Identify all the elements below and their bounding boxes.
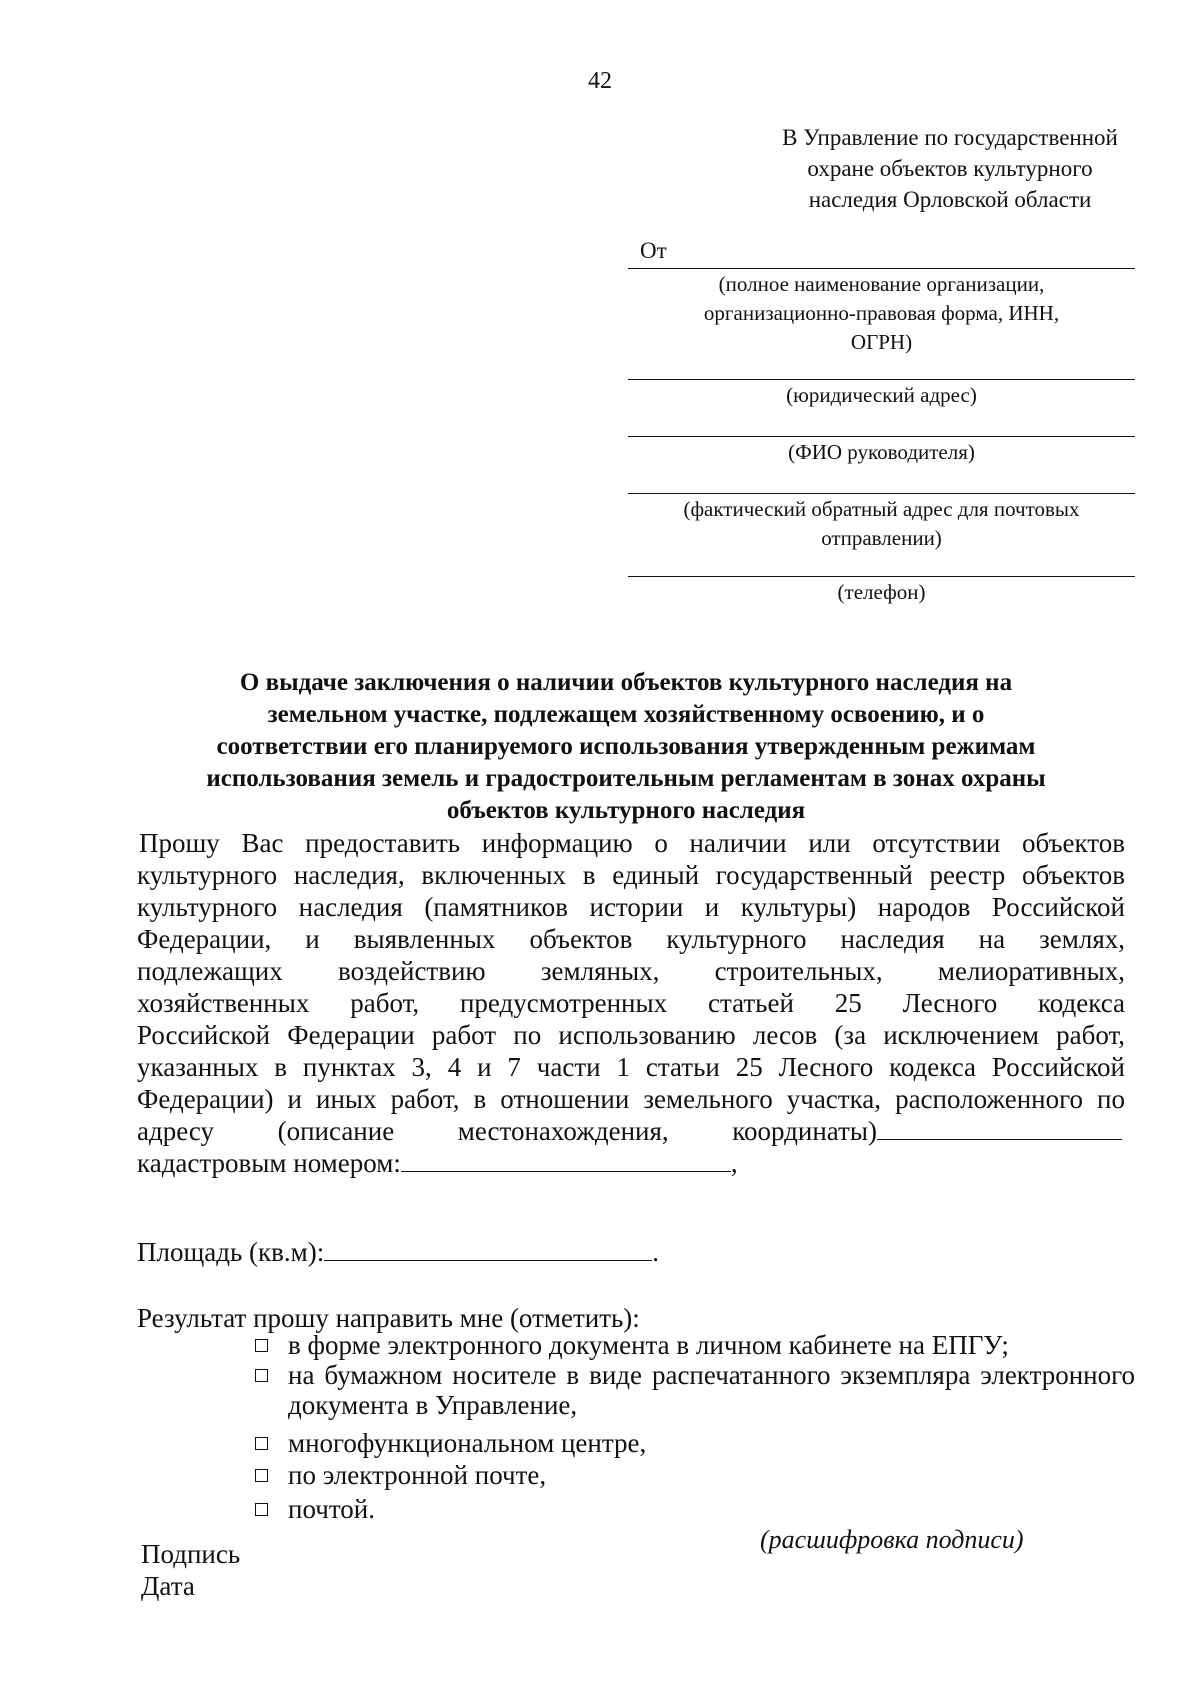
postal-caption-line: (фактический обратный адрес для почтовых xyxy=(683,497,1080,521)
checkbox[interactable] xyxy=(255,1339,268,1352)
body-line: Федерации, и выявленных объектов культурного наследия на землях, xyxy=(137,924,1125,954)
area-label: Площадь (кв.м): xyxy=(137,1237,325,1267)
body-line: Прошу Вас предоставить информацию о наличии или отсутствии объектов xyxy=(139,828,1125,858)
body-line: хозяйственных работ, предусмотренных статьей 25 Лесного кодекса xyxy=(137,988,1125,1018)
address-line xyxy=(628,379,1135,380)
org-caption xyxy=(628,270,1135,357)
title-line: использования земель и градостроительным регламентам в зонах охраны xyxy=(206,765,1046,792)
body-line: культурного наследия, включенных в единый государственный реестр объектов xyxy=(137,860,1125,890)
postal-line xyxy=(628,493,1135,494)
result-option xyxy=(255,1330,1135,1360)
addressee-line: наследия Орловской области xyxy=(808,187,1092,212)
option-label: в форме электронного документа в личном кабинете на ЕПГУ; xyxy=(288,1330,1009,1360)
address-blank[interactable] xyxy=(877,1117,1122,1140)
option-label: по электронной почте, xyxy=(288,1460,547,1490)
request-body xyxy=(137,827,1125,1179)
result-option xyxy=(255,1428,1135,1458)
address-row xyxy=(137,1115,1125,1147)
address-caption: (юридический адрес) xyxy=(786,383,977,407)
area-blank[interactable] xyxy=(324,1238,652,1261)
body-line: указанных в пунктах 3, 4 и 7 части 1 статьи 25 Лесного кодекса Российской xyxy=(137,1052,1125,1082)
director-line xyxy=(628,436,1135,437)
cadastral-row xyxy=(137,1147,1125,1179)
body-line: Федерации) и иных работ, в отношении земельного участка, расположенного по xyxy=(137,1084,1125,1114)
from-line xyxy=(628,268,1135,269)
addressee-line: В Управление по государственной xyxy=(782,125,1118,150)
area-suffix: . xyxy=(652,1237,659,1267)
body-line: Российской Федерации работ по использованию лесов (за исключением работ, xyxy=(137,1020,1125,1050)
signature-decode: (расшифровка подписи) xyxy=(760,1525,1024,1554)
title-line: О выдаче заключения о наличии объектов культурного наследия на xyxy=(239,669,1013,696)
option-label: на бумажном носителе в виде распечатанного экземпляра электронного документа в Управление, xyxy=(288,1360,1135,1420)
option-label: многофункциональном центре, xyxy=(288,1428,647,1458)
phone-caption: (телефон) xyxy=(837,580,926,604)
title-line: объектов культурного наследия xyxy=(446,797,806,824)
phone-line xyxy=(628,576,1135,577)
date-label: Дата xyxy=(141,1571,195,1601)
result-heading: Результат прошу направить мне (отметить): xyxy=(137,1303,640,1333)
postal-caption-line: отправлении) xyxy=(821,526,942,550)
cadastral-suffix: , xyxy=(730,1148,738,1178)
addressee-block xyxy=(700,122,1200,215)
title-line: земельном участке, подлежащем хозяйственному освоению, и о xyxy=(267,701,985,728)
from-label: От xyxy=(640,238,667,263)
area-row xyxy=(137,1236,659,1268)
checkbox[interactable] xyxy=(255,1503,268,1516)
director-caption: (ФИО руководителя) xyxy=(788,440,975,464)
org-caption-line: организационно-правовая форма, ИНН, xyxy=(703,301,1060,325)
addressee-line: охране объектов культурного xyxy=(807,156,1093,181)
result-option xyxy=(255,1494,1135,1524)
signature-label: Подпись xyxy=(141,1539,241,1569)
address-line-text: адресу (описание местонахождения, координаты) xyxy=(137,1116,877,1146)
checkbox[interactable] xyxy=(255,1369,268,1382)
checkbox[interactable] xyxy=(255,1469,268,1482)
title-line: соответствии его планируемого использования утвержденным режимам xyxy=(216,733,1036,760)
org-caption-line: ОГРН) xyxy=(850,330,913,354)
cadastral-blank[interactable] xyxy=(401,1149,731,1172)
cadastral-label: кадастровым номером: xyxy=(137,1148,401,1178)
body-line: культурного наследия (памятников истории и культуры) народов Российской xyxy=(137,892,1125,922)
result-option xyxy=(255,1460,1135,1490)
option-label: почтой. xyxy=(288,1494,375,1524)
org-caption-line: (полное наименование организации, xyxy=(718,272,1045,296)
page-number: 42 xyxy=(588,68,612,94)
checkbox[interactable] xyxy=(255,1437,268,1450)
document-title xyxy=(130,667,1122,827)
body-line: подлежащих воздействию земляных, строительных, мелиоративных, xyxy=(137,956,1125,986)
result-option xyxy=(255,1360,1135,1420)
postal-caption xyxy=(628,495,1135,553)
